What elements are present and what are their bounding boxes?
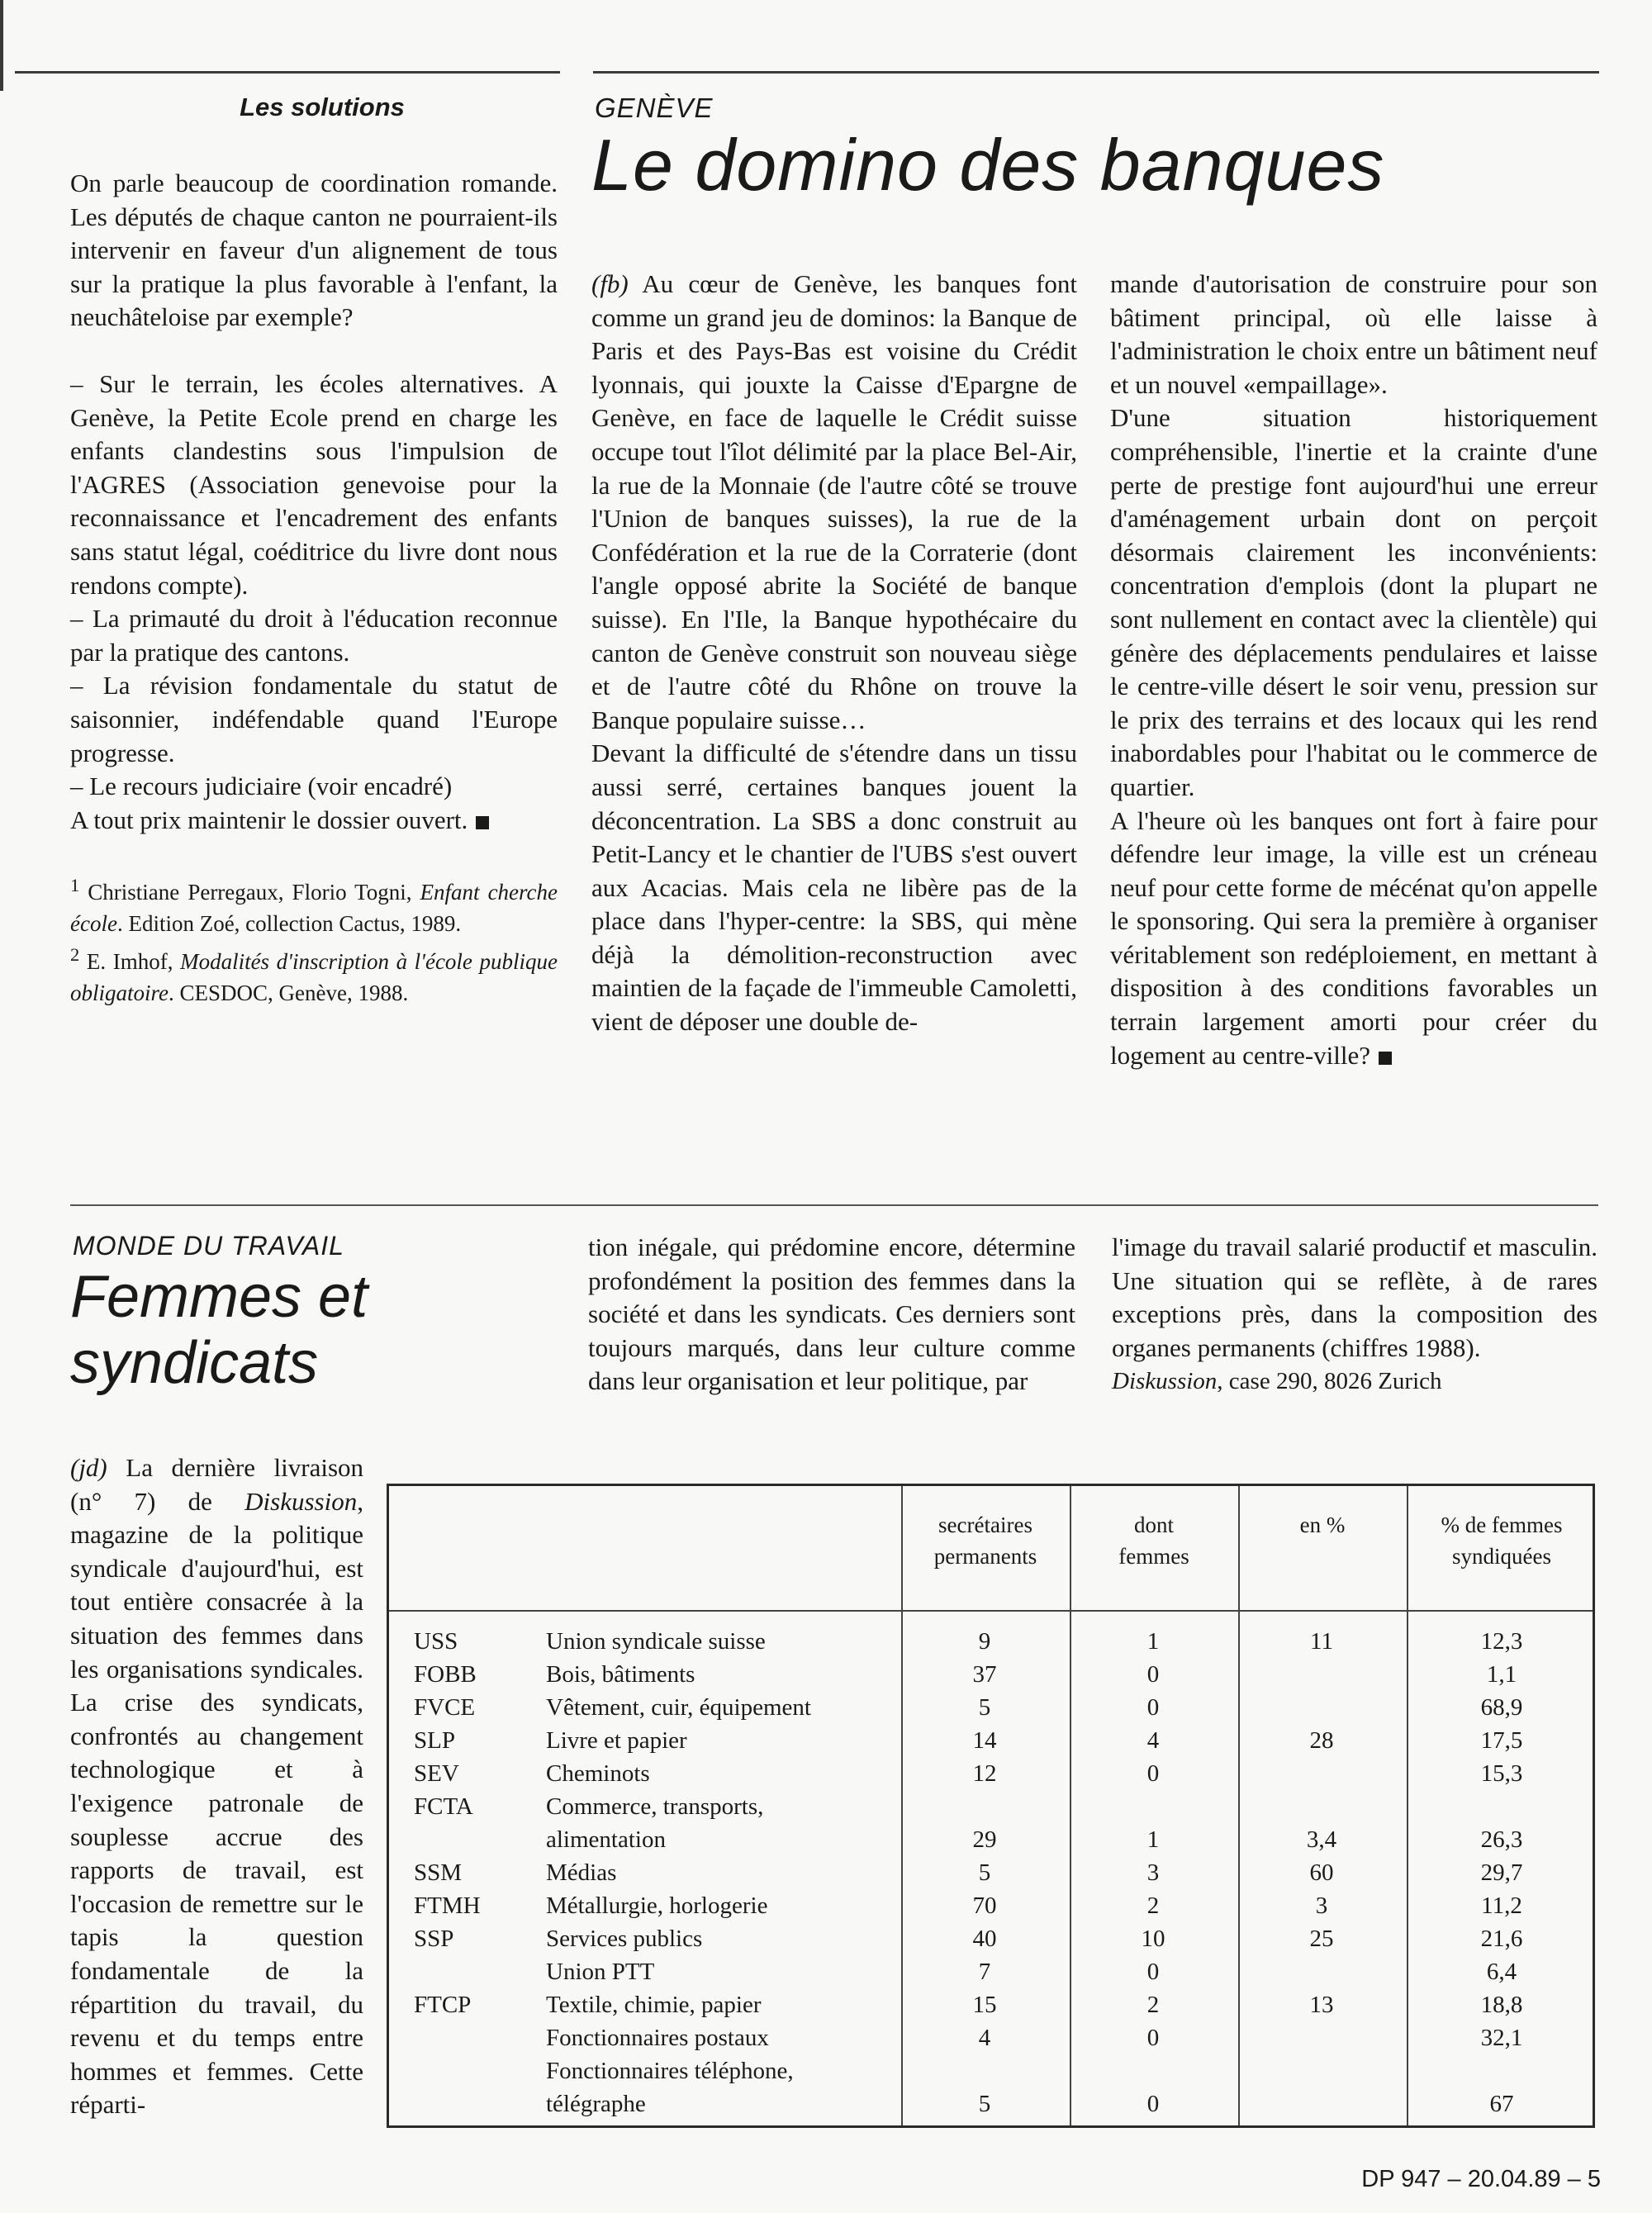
- footnote-2-author: E. Imhof,: [86, 949, 181, 975]
- secretaires-count: 4: [978, 2025, 991, 2051]
- union-name: Métallurgie, horlogerie: [546, 1892, 768, 1919]
- footnote-2-publisher: . CESDOC, Genève, 1988.: [169, 981, 409, 1006]
- union-abbreviation: FOBB: [414, 1661, 477, 1688]
- secretaires-count: 7: [978, 1959, 991, 1985]
- header-dont-femmes-line-2: femmes: [1118, 1544, 1189, 1569]
- union-name-continued: télégraphe: [546, 2091, 646, 2117]
- femmes-count: 0: [1146, 1959, 1160, 1985]
- travail-column-1: [70, 1451, 363, 2122]
- secretaires-count: 5: [978, 2091, 991, 2117]
- travail-paragraph-1-b: , magazine de la politique syndicale d'aujourd'hui, est tout entière consacrée à la situation des femmes dans les organisations syndicales. La crise des syndicats, confrontés au changement technologique et à l'exigence patronale de souplesse accrue des rapports de travail, est l'occasion de remettre sur le tapis la question fondamentale de la répartition du travail, du revenu et du temps entre hommes et femmes. Cette réparti-: [70, 1486, 363, 2120]
- section-divider-rule: [70, 1204, 1598, 1206]
- femmes-count: 10: [1141, 1926, 1165, 1952]
- secretaires-count: 40: [972, 1926, 997, 1952]
- secretaires-count: 14: [972, 1727, 997, 1754]
- header-pourcentage-line-1: en %: [1299, 1513, 1346, 1537]
- syndiquees-percent: 6,4: [1486, 1959, 1517, 1985]
- femmes-count: 2: [1146, 1992, 1160, 2018]
- femmes-percent: 28: [1309, 1727, 1334, 1754]
- footnote-2-mark: 2: [70, 944, 80, 966]
- syndiquees-percent: 32,1: [1480, 2025, 1523, 2051]
- secretaires-count: 5: [978, 1859, 991, 1886]
- travail-paragraph-3: l'image du travail salarié productif et masculin. Une situation qui se reflète, à de rares exceptions près, dans la composition des organes permanents (chiffres 1988).: [1112, 1232, 1597, 1362]
- table-row: [389, 1856, 1593, 1889]
- union-name: Bois, bâtiments: [546, 1661, 695, 1688]
- union-abbreviation: SLP: [414, 1727, 455, 1754]
- syndiquees-percent: 1,1: [1486, 1661, 1517, 1688]
- femmes-count: 1: [1146, 1826, 1160, 1853]
- union-name: Union PTT: [546, 1959, 655, 1985]
- geneve-column-2: [1110, 268, 1597, 1072]
- header-dont-femmes: [1070, 1509, 1238, 1572]
- femmes-count: 0: [1146, 2091, 1160, 2117]
- union-abbreviation: FCTA: [414, 1793, 473, 1820]
- header-secretaires-line-1: secrétaires: [938, 1513, 1032, 1537]
- travail-kicker: MONDE DU TRAVAIL: [73, 1231, 344, 1261]
- footnote-1-mark: 1: [70, 875, 80, 896]
- table-row: [389, 1691, 1593, 1724]
- syndiquees-percent: 29,7: [1480, 1859, 1523, 1886]
- union-abbreviation: FTMH: [414, 1892, 481, 1919]
- header-femmes-syndiquees: [1407, 1509, 1597, 1572]
- geneve-kicker: GENÈVE: [595, 93, 714, 123]
- union-name: Union syndicale suisse: [546, 1628, 766, 1655]
- header-femmes-syndiquees-line-2: syndiquées: [1452, 1544, 1551, 1569]
- travail-paragraph-1: [70, 1451, 363, 2122]
- union-abbreviation: SSM: [414, 1859, 463, 1886]
- femmes-percent: 3,4: [1306, 1826, 1337, 1853]
- table-row: [389, 1988, 1593, 2021]
- travail-column-3: [1112, 1231, 1597, 1399]
- femmes-percent: 13: [1309, 1992, 1334, 2018]
- table-row: [389, 1724, 1593, 1757]
- union-abbreviation: FVCE: [414, 1694, 476, 1721]
- solution-item-1: – Sur le terrain, les écoles alternatives. A Genève, la Petite Ecole prend en charge les enfants clandestins sous l'impulsion de l'AGRES (Association genevoise pour la reconnaissance et l'encadrement des enfants sans statut légal, coéditrice du livre dont nous rendons compte).: [70, 368, 558, 600]
- union-name-continued: alimentation: [546, 1826, 666, 1853]
- geneve-paragraph-1-text: Au cœur de Genève, les banques font comme un grand jeu de dominos: la Banque de Paris et des Pays-Bas est voisine du Crédit lyonnais, qui jouxte la Caisse d'Epargne de Genève, en face de laquelle le Crédit suisse occupe tout l'îlot délimité par la place Bel-Air, la rue de la Monnaie (de l'autre côté se trouve l'Union de banques suisses), la rue de la Confédération et la rue de la Corraterie (dont l'angle opposé abrite la Société de banque suisse). En l'Ile, la Banque hypothécaire du canton de Genève construit son nouveau siège et de l'autre côté du Rhône on trouve la Banque populaire suisse…: [591, 269, 1077, 734]
- femmes-percent: 3: [1315, 1892, 1328, 1919]
- end-mark-icon: [1379, 1052, 1392, 1065]
- union-abbreviation: SSP: [414, 1926, 454, 1952]
- femmes-count: 3: [1146, 1859, 1160, 1886]
- footnote-1: [70, 870, 558, 939]
- geneve-paragraph-2: Devant la difficulté de s'étendre dans un tissu aussi serré, certaines banques jouent la déconcentration. La SBS a donc construit au Petit-Lancy et le chantier de l'UBS s'est ouvert aux Acacias. Mais cela ne libère pas de la place dans l'hyper-centre: la SBS, qui mène déjà la démolition-reconstruction avec maintien de la façade de l'immeuble Camoletti, vient de déposer une double de-: [591, 738, 1077, 1037]
- geneve-headline: Le domino des banques: [591, 124, 1385, 206]
- geneve-paragraph-3: mande d'autorisation de construire pour son bâtiment principal, où elle laisse à l'administration le choix entre un bâtiment neuf et un nouvel «empaillage».: [1110, 269, 1597, 399]
- solutions-closing: [70, 804, 558, 838]
- secretaires-count: 37: [972, 1661, 997, 1688]
- syndiquees-percent: 21,6: [1480, 1926, 1523, 1952]
- footnote-2-title: Modalités d'inscription à l'école publique obligatoire: [70, 949, 558, 1006]
- travail-headline-line-1: Femmes et: [70, 1264, 368, 1330]
- solutions-intro: On parle beaucoup de coordination romande. Les députés de chaque canton ne pourraient-ils intervenir en faveur d'un alignement de tous sur la pratique la plus favorable à l'enfant, la neuchâteloise par exemple?: [70, 169, 558, 332]
- footnote-2: [70, 939, 558, 1009]
- syndiquees-percent: 68,9: [1480, 1694, 1523, 1721]
- union-abbreviation: FTCP: [414, 1992, 472, 2018]
- source-magazine: Diskussion: [1112, 1368, 1218, 1395]
- femmes-percent: 11: [1310, 1628, 1333, 1655]
- secretaires-count: 5: [978, 1694, 991, 1721]
- solution-item-2: – La primauté du droit à l'éducation reconnue par la pratique des cantons.: [70, 604, 558, 667]
- femmes-count: 1: [1146, 1628, 1160, 1655]
- table-row: [389, 1757, 1593, 1790]
- secretaires-count: 12: [972, 1760, 997, 1787]
- syndiquees-percent: 15,3: [1480, 1760, 1523, 1787]
- table-row: [389, 2021, 1593, 2054]
- union-name: Livre et papier: [546, 1727, 687, 1754]
- header-femmes-syndiquees-line-1: % de femmes: [1441, 1513, 1563, 1537]
- travail-paragraph-2: tion inégale, qui prédomine encore, détermine profondément la position des femmes dans la société et dans les syndicats. Ces derniers sont toujours marqués, dans leur culture comme dans leur organisation et leur politique, par: [588, 1232, 1075, 1396]
- table-row: [389, 1790, 1593, 1856]
- table-header-divider: [389, 1610, 1593, 1612]
- union-abbreviation: SEV: [414, 1760, 459, 1787]
- solution-item-4: – Le recours judiciaire (voir encadré): [70, 772, 453, 801]
- table-row: [389, 1658, 1593, 1691]
- geneve-paragraph-1: [591, 268, 1077, 737]
- union-name: Fonctionnaires téléphone,: [546, 2058, 794, 2084]
- closing-text: A tout prix maintenir le dossier ouvert.: [70, 805, 468, 834]
- secretaires-count: 9: [978, 1628, 991, 1655]
- femmes-count: 0: [1146, 2025, 1160, 2051]
- union-name: Vêtement, cuir, équipement: [546, 1694, 811, 1721]
- section-title: Les solutions: [240, 93, 405, 121]
- union-name: Commerce, transports,: [546, 1793, 764, 1820]
- union-name: Textile, chimie, papier: [546, 1992, 762, 2018]
- footnote-1-publisher: . Edition Zoé, collection Cactus, 1989.: [116, 911, 462, 937]
- footnote-1-authors: Christiane Perregaux, Florio Togni,: [88, 880, 420, 905]
- page-edge-rule: [0, 0, 3, 91]
- statistics-table: [387, 1484, 1595, 2128]
- femmes-count: 0: [1146, 1760, 1160, 1787]
- table-row: [389, 1955, 1593, 1988]
- table-row: [389, 2054, 1593, 2120]
- syndiquees-percent: 11,2: [1481, 1892, 1522, 1919]
- geneve-paragraph-4: D'une situation historiquement compréhensible, l'inertie et la crainte d'une perte de prestige font aujourd'hui une erreur d'aménagement urbain dont on perçoit désormais clairement les inconvénients: concentration d'emplois (dont la plupart ne sont nullement en contact avec la clientèle) qui génère des déplacements pendulaires et laisse le centre-ville désert le soir venu, pression sur le prix des terrains et des locaux qui les rend inabordables pour l'habitat ou le commerce de quartier.: [1110, 403, 1597, 801]
- syndiquees-percent: 12,3: [1480, 1628, 1523, 1655]
- femmes-count: 0: [1146, 1661, 1160, 1688]
- syndiquees-percent: 18,8: [1480, 1992, 1523, 2018]
- travail-paragraph-1-a: La dernière livraison (n° 7) de: [70, 1453, 364, 1516]
- header-dont-femmes-line-1: dont: [1133, 1513, 1174, 1537]
- footnote-1-title: Enfant cherche école: [70, 880, 558, 937]
- femmes-count: 4: [1146, 1727, 1160, 1754]
- secretaires-count: 29: [972, 1826, 997, 1853]
- union-abbreviation: USS: [414, 1628, 458, 1655]
- secretaires-count: 15: [972, 1992, 997, 2018]
- table-row: [389, 1625, 1593, 1658]
- solution-item-3: – La révision fondamentale du statut de saisonnier, indéfendable quand l'Europe progresse.: [70, 671, 558, 767]
- source-address: , case 290, 8026 Zurich: [1217, 1368, 1442, 1395]
- page-footer: DP 947 – 20.04.89 – 5: [1361, 2166, 1601, 2192]
- header-secretaires: [901, 1509, 1070, 1572]
- geneve-paragraph-5-text: A l'heure où les banques ont fort à faire pour défendre leur image, la ville est un créneau neuf pour cette forme de mécénat qu'on appelle le sponsoring. Qui sera la première à organiser véritablement son redéploiement, en mettant à disposition à des conditions favorables un terrain largement amorti pour créer du logement au centre-ville?: [1110, 805, 1597, 1070]
- syndiquees-percent: 67: [1489, 2091, 1514, 2117]
- travail-author: (jd): [70, 1453, 107, 1482]
- union-name: Fonctionnaires postaux: [546, 2025, 769, 2051]
- union-name: Services publics: [546, 1926, 703, 1952]
- femmes-count: 2: [1146, 1892, 1160, 1919]
- top-rule-right: [593, 71, 1599, 74]
- syndiquees-percent: 26,3: [1480, 1826, 1523, 1853]
- femmes-percent: 60: [1309, 1859, 1334, 1886]
- syndiquees-percent: 17,5: [1480, 1727, 1523, 1754]
- femmes-percent: 25: [1309, 1926, 1334, 1952]
- union-name: Cheminots: [546, 1760, 650, 1787]
- header-pourcentage: [1238, 1509, 1407, 1541]
- travail-column-2: [588, 1231, 1075, 1399]
- solutions-section: [70, 91, 558, 1009]
- top-rule-left: [15, 71, 560, 74]
- femmes-count: 0: [1146, 1694, 1160, 1721]
- travail-magazine-name: Diskussion: [244, 1486, 358, 1516]
- geneve-author: (fb): [591, 269, 629, 298]
- geneve-column-1: [591, 268, 1077, 1039]
- end-mark-icon: [476, 816, 489, 829]
- union-name: Médias: [546, 1859, 617, 1886]
- secretaires-count: 70: [972, 1892, 997, 1919]
- travail-source: [1112, 1365, 1597, 1399]
- table-row: [389, 1889, 1593, 1922]
- header-secretaires-line-2: permanents: [933, 1544, 1037, 1569]
- travail-headline-line-2: syndicats: [70, 1330, 319, 1396]
- table-row: [389, 1922, 1593, 1955]
- geneve-paragraph-5: [1110, 805, 1597, 1073]
